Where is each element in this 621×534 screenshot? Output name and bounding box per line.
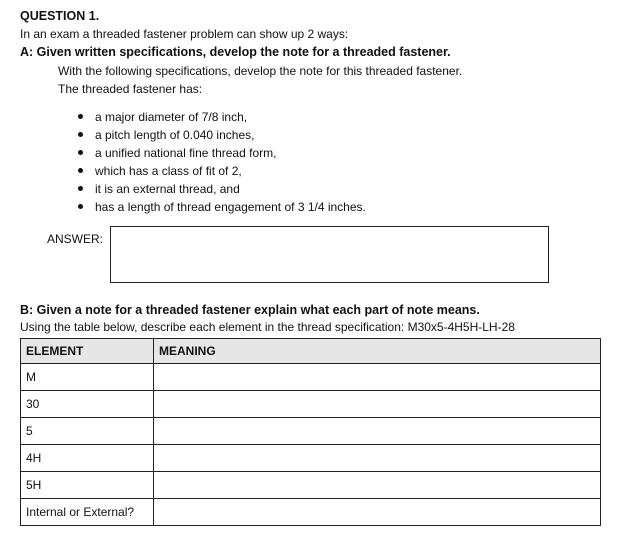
answer-box[interactable] — [110, 226, 549, 283]
element-cell: Internal or External? — [21, 499, 154, 526]
list-item-text: which has a class of fit of 2, — [95, 164, 242, 178]
meaning-cell[interactable] — [154, 499, 601, 526]
list-item-text: a major diameter of 7/8 inch, — [95, 110, 248, 124]
element-cell: 4H — [21, 445, 154, 472]
section-a-instruction: With the following specifications, develop the note for this threaded fastener. — [58, 64, 463, 78]
bullet-icon — [78, 204, 83, 209]
section-a-lead-in: The threaded fastener has: — [58, 82, 203, 96]
bullet-icon — [78, 168, 83, 173]
list-item — [78, 162, 366, 180]
bullet-icon — [78, 150, 83, 155]
list-item — [78, 108, 366, 126]
section-a-heading: A: Given written specifications, develop the note for a threaded fastener. — [20, 45, 451, 59]
question-intro: In an exam a threaded fastener problem can show up 2 ways: — [20, 27, 349, 41]
list-item — [78, 180, 366, 198]
table-row — [21, 364, 601, 391]
meaning-cell[interactable] — [154, 418, 601, 445]
meaning-cell[interactable] — [154, 391, 601, 418]
element-column-header: ELEMENT — [21, 339, 154, 364]
section-b-instruction: Using the table below, describe each element in the thread specification: M30x5-4H5H-LH-28 — [20, 320, 515, 334]
table-row — [21, 418, 601, 445]
table-row — [21, 499, 601, 526]
list-item — [78, 198, 366, 216]
answer-label: ANSWER: — [47, 232, 104, 246]
specification-list — [78, 108, 366, 216]
section-b-heading: B: Given a note for a threaded fastener explain what each part of note means. — [20, 303, 480, 317]
meaning-cell[interactable] — [154, 445, 601, 472]
table-header-row — [21, 339, 601, 364]
meaning-column-header: MEANING — [154, 339, 601, 364]
element-cell: 5H — [21, 472, 154, 499]
element-cell: M — [21, 364, 154, 391]
list-item — [78, 126, 366, 144]
bullet-icon — [78, 114, 83, 119]
thread-element-table — [20, 338, 601, 526]
bullet-icon — [78, 186, 83, 191]
table-row — [21, 391, 601, 418]
element-cell: 5 — [21, 418, 154, 445]
table-row — [21, 472, 601, 499]
meaning-cell[interactable] — [154, 364, 601, 391]
meaning-cell[interactable] — [154, 472, 601, 499]
list-item-text: it is an external thread, and — [95, 182, 240, 196]
table-row — [21, 445, 601, 472]
bullet-icon — [78, 132, 83, 137]
list-item-text: a pitch length of 0.040 inches, — [95, 128, 255, 142]
list-item-text: a unified national fine thread form, — [95, 146, 277, 160]
list-item — [78, 144, 366, 162]
list-item-text: has a length of thread engagement of 3 1/4 inches. — [95, 200, 366, 214]
element-cell: 30 — [21, 391, 154, 418]
question-title: QUESTION 1. — [20, 9, 100, 23]
